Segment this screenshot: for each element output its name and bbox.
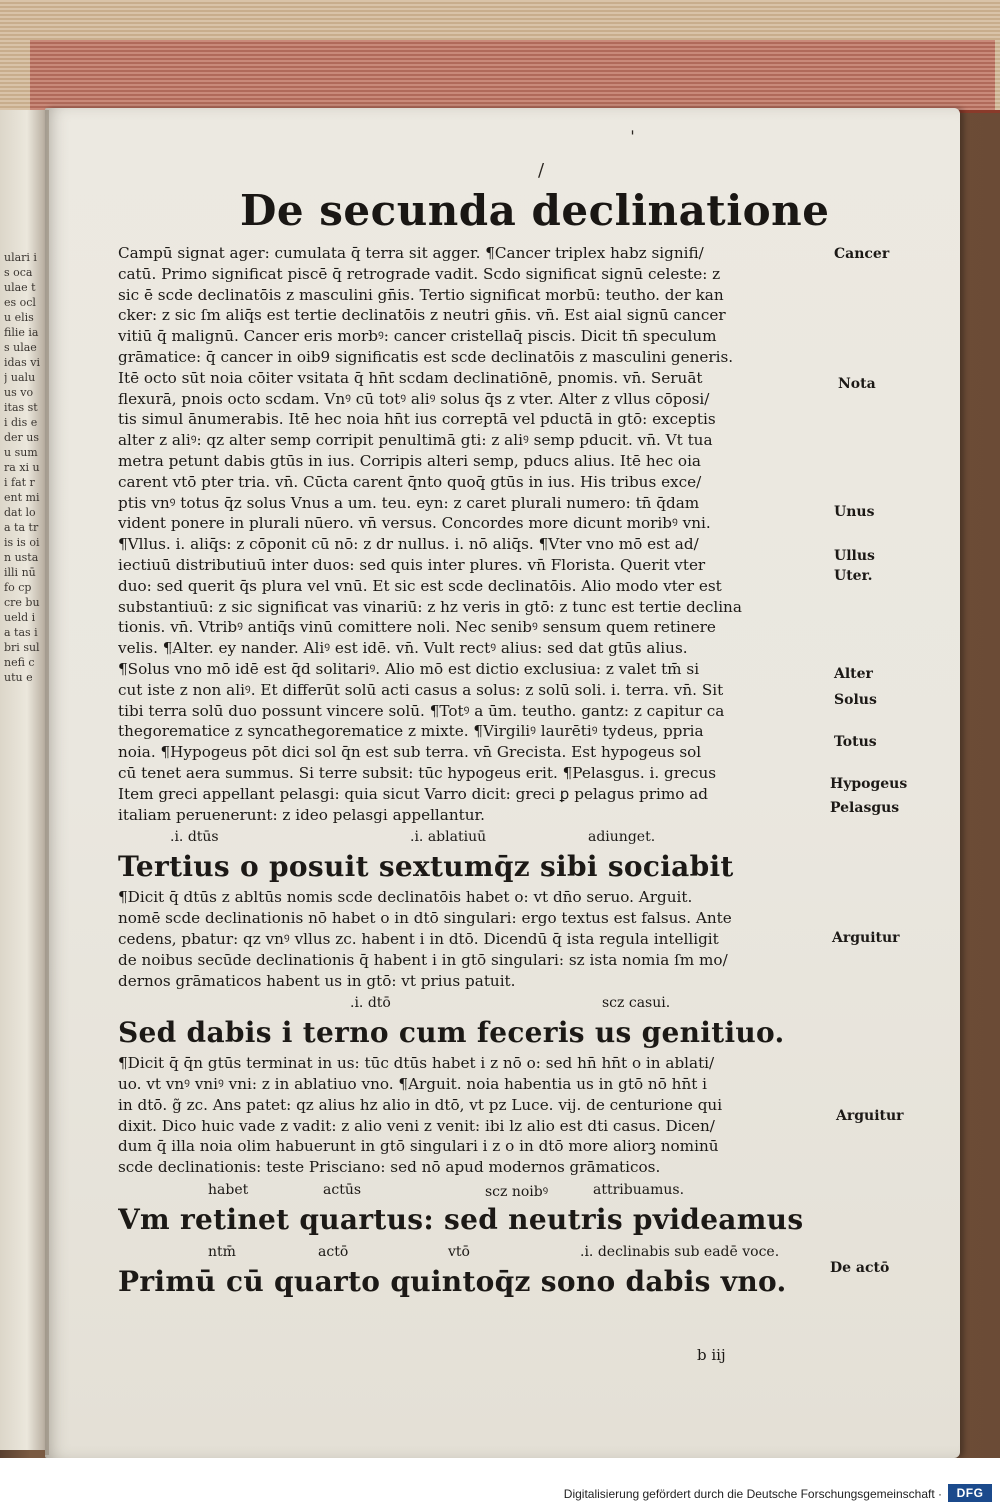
text-line: ptis vnꝰ totus q̄z solus Vnus a um. teu. eyn: z caret plurali numero: tn̄ q̄dam <box>118 493 700 512</box>
commentary-block-1 <box>118 243 830 825</box>
margin-note-de-acto: De actō <box>830 1260 890 1276</box>
gloss: .i. dtō <box>350 995 391 1012</box>
text-line: cker: z sic ſm aliq̄s est tertie declinatōis z neutri gn̄is. vn̄. Est aial signū cancer <box>118 306 726 325</box>
gloss-line-1 <box>118 825 830 847</box>
text-line: flexurā, pnois octo scdam. Vnꝰ cū totꝰ aliꝰ solus q̄s z vter. Alter z vllus cōposi/ <box>118 389 710 408</box>
verse-line: Vm retinet quartus: sed neutris pvideamus <box>118 1203 804 1237</box>
text-line: metra petunt dabis gtūs in ius. Corripis alteri semp, pducs alius. Itē hec oia <box>118 451 701 470</box>
gloss: actūs <box>323 1182 362 1199</box>
margin-note-pelasgus: Pelasgus <box>830 800 900 816</box>
text-line: tionis. vn̄. Vtribꝰ antiq̄s vinū comittere noli. Nec senibꝰ sensum quem retinere <box>118 618 716 637</box>
page-title: De secunda declinatione <box>240 186 830 235</box>
margin-note-ullus: Ullus <box>834 548 875 564</box>
gloss-line-4 <box>118 1240 830 1262</box>
margin-note-arguitur: Arguitur <box>836 1108 904 1124</box>
text-line: grāmatice: q̄ cancer in oib9 significatis est scde declinatōis z masculini generis. <box>118 347 734 366</box>
text-line: dernos grāmaticos habent us in gtō: vt prius patuit. <box>118 971 516 990</box>
ink-mark: / <box>538 160 545 181</box>
text-line: nomē scde declinationis nō habet o in dtō singulari: ergo textus est falsus. Ante <box>118 909 732 928</box>
gloss: habet <box>208 1182 249 1199</box>
margin-note-hypogeus: Hypogeus <box>830 776 908 792</box>
ink-mark: ˈ <box>630 128 635 149</box>
text-line: cedens, pbatur: qz vnꝰ vllus zc. habent i in dtō. Dicendū q̄ ista regula intelligit <box>118 929 719 948</box>
text-line: dum q̄ illa noia olim habuerunt in gtō singulari i z o in dtō more aliorꝫ nominū <box>118 1137 719 1156</box>
funding-notice: Digitalisierung gefördert durch die Deutsche Forschungsgemeinschaft · <box>563 1487 942 1501</box>
text-line: Campū signat ager: cumulata q̄ terra sit agger. ¶Cancer triplex habz signifi/ <box>118 244 704 262</box>
margin-note-cancer: Cancer <box>834 246 890 262</box>
gloss: scz noibꝰ <box>485 1184 549 1201</box>
text-line: tibi terra solū duo possunt vincere solū. ¶Totꝰ a ūm. teutho. gantz: z capitur ca <box>118 701 725 720</box>
text-line: ¶Dicit q̄ q̄n gtūs terminat in us: tūc dtūs habet i z nō o: sed hn̄ hn̄t o in ablati/ <box>118 1054 715 1073</box>
text-line: carent vtō pter tria. vn̄. Cūcta carent q̄nto quoq̄ gtūs in ius. His tribus exce/ <box>118 472 702 491</box>
left-page-text: ulari is oca ulae tes oclu elis filie ias ulae idas vij ualu us vo itas sti dis eder usu sum ra xi ui fat r ent mi dat lo a ta tris is oin usta illi nū fo cp cre bu ueld ia tas ibri sul nefi cutu e <box>4 251 40 684</box>
margin-note-solus: Solus <box>834 692 877 708</box>
verse-line: Sed dabis i terno cum feceris us genitiuo. <box>118 1016 785 1050</box>
gloss-line-3 <box>118 1178 830 1200</box>
text-line: thegorematice z syncathegorematice z mixte. ¶Virgiliꝰ laurētiꝰ tydeus, ppria <box>118 722 704 741</box>
text-line: ¶Dicit q̄ dtūs z abltūs nomis scde declinatōis habet o: vt dn̄o seruo. Arguit. <box>118 888 693 907</box>
gloss: vtō <box>448 1244 470 1261</box>
text-line: de noibus secūde declinationis q̄ habent i in gtō singulari: sz ista nomia ſm mo/ <box>118 950 728 969</box>
text-line: noia. ¶Hypogeus pōt dici sol q̄n est sub terra. vn̄ Grecista. Est hypogeus sol <box>118 743 702 762</box>
text-line: iectiuū distributiuū inter duos: sed quis inter plures. vn̄ Florista. Querit vter <box>118 555 706 574</box>
margin-note-totus: Totus <box>834 734 877 750</box>
text-line: Item greci appellant pelasgi: quia sicut Varro dicit: greci ꝑ pelagus primo ad <box>118 784 708 803</box>
text-line: vident ponere in plurali nūero. vn̄ versus. Concordes more dicunt moribꝰ vni. <box>118 514 711 533</box>
gloss: .i. dtūs <box>170 829 219 846</box>
text-line: velis. ¶Alter. ey nander. Aliꝰ est idē. vn̄. Vult rectꝰ alius: sed dat gtūs alius. <box>118 639 688 658</box>
text-line: uo. vt vnꝰ vniꝰ vni: z in ablatiuo vno. ¶Arguit. noia habentia us in gtō nō hn̄t i <box>118 1075 708 1094</box>
gloss: actō <box>318 1244 349 1261</box>
text-line: dixit. Dico huic vade z vadit: z alio veni z venit: ibi lz alio est dti casus. Dicen/ <box>118 1116 715 1135</box>
gutter <box>45 110 49 1455</box>
gloss: attribuamus. <box>593 1182 685 1199</box>
text-line: tis simul ānumerabis. Itē hec noia hn̄t ius correptā vel pductā in gtō: exceptis <box>118 410 716 429</box>
margin-note-unus: Unus <box>834 504 875 520</box>
text-line: duo: sed querit q̄s plura vel vnū. Et sic est scde declinatōis. Alio modo vter est <box>118 576 722 595</box>
gloss: adiunget. <box>588 829 656 846</box>
text-line: italiam peruenerunt: z ideo pelasgi appellantur. <box>118 805 485 824</box>
left-page <box>0 110 45 1450</box>
gloss-line-2 <box>118 991 830 1013</box>
text-line: in dtō. g̃ zc. Ans patet: qz alius hz alio in dtō, vt pz Luce. vij. de centurione qui <box>118 1095 723 1114</box>
gloss: .i. ablatiuū <box>410 829 487 846</box>
text-line: cut iste z non aliꝰ. Et differūt solū acti casus a solus: z solū soli. i. terra. vn̄. Sit <box>118 680 724 699</box>
commentary-block-3 <box>118 1053 830 1178</box>
signature-mark: b iij <box>697 1346 726 1364</box>
text-line: catū. Primo significat piscē q̄ retrograde vadit. Scdo significat signū celeste: z <box>118 264 721 283</box>
dfg-logo: DFG <box>948 1484 992 1502</box>
verse-line: Primū cū quarto quintoq̄z sono dabis vno. <box>118 1265 787 1299</box>
gloss: scz casui. <box>602 995 671 1012</box>
text-line: cū tenet aera summus. Si terre subsit: tūc hypogeus erit. ¶Pelasgus. i. grecus <box>118 763 717 782</box>
margin-note-uter: Uter. <box>834 568 873 584</box>
text-line: vitiū q̄ malignū. Cancer eris morbꝰ: cancer cristellaq̄ piscis. Dicit tn̄ speculum <box>118 327 717 346</box>
gloss: .i. declinabis sub eadē voce. <box>580 1244 780 1261</box>
main-text <box>118 243 830 1302</box>
commentary-block-2 <box>118 887 830 991</box>
text-line: sic ē scde declinatōis z masculini gn̄is. Tertio significat morbū: teutho. der kan <box>118 285 724 304</box>
margin-note-arguitur: Arguitur <box>832 930 900 946</box>
book-red-edge <box>30 40 995 110</box>
text-line: scde declinationis: teste Prisciano: sed nō apud modernos grāmaticos. <box>118 1158 661 1177</box>
margin-note-alter: Alter <box>834 666 873 682</box>
margin-note-nota: Nota <box>838 376 876 392</box>
footer-bar <box>0 1458 1000 1510</box>
verse-line: Tertius o posuit sextumq̄z sibi sociabit <box>118 850 734 884</box>
text-line: Itē octo sūt noia cōiter vsitata q̄ hn̄t scdam declinatiōnē, pnomis. vn̄. Seruāt <box>118 368 703 387</box>
gloss: ntm̄ <box>208 1244 236 1261</box>
text-line: alter z aliꝰ: qz alter semp corripit penultimā gti: z aliꝰ semp pducit. vn̄. Vt tua <box>118 431 713 450</box>
text-line: ¶Vllus. i. aliq̄s: z cōponit cū nō: z dr nullus. i. nō aliq̄s. ¶Vter vno mō est ad/ <box>118 535 699 554</box>
text-line: ¶Solus vno mō idē est q̄d solitariꝰ. Alio mō est dictio exclusiua: z valet tm̄ si <box>118 659 700 678</box>
text-line: substantiuū: z sic significat vas vinariū: z hz veris in gtō: z tunc est tertie declina <box>118 597 742 616</box>
